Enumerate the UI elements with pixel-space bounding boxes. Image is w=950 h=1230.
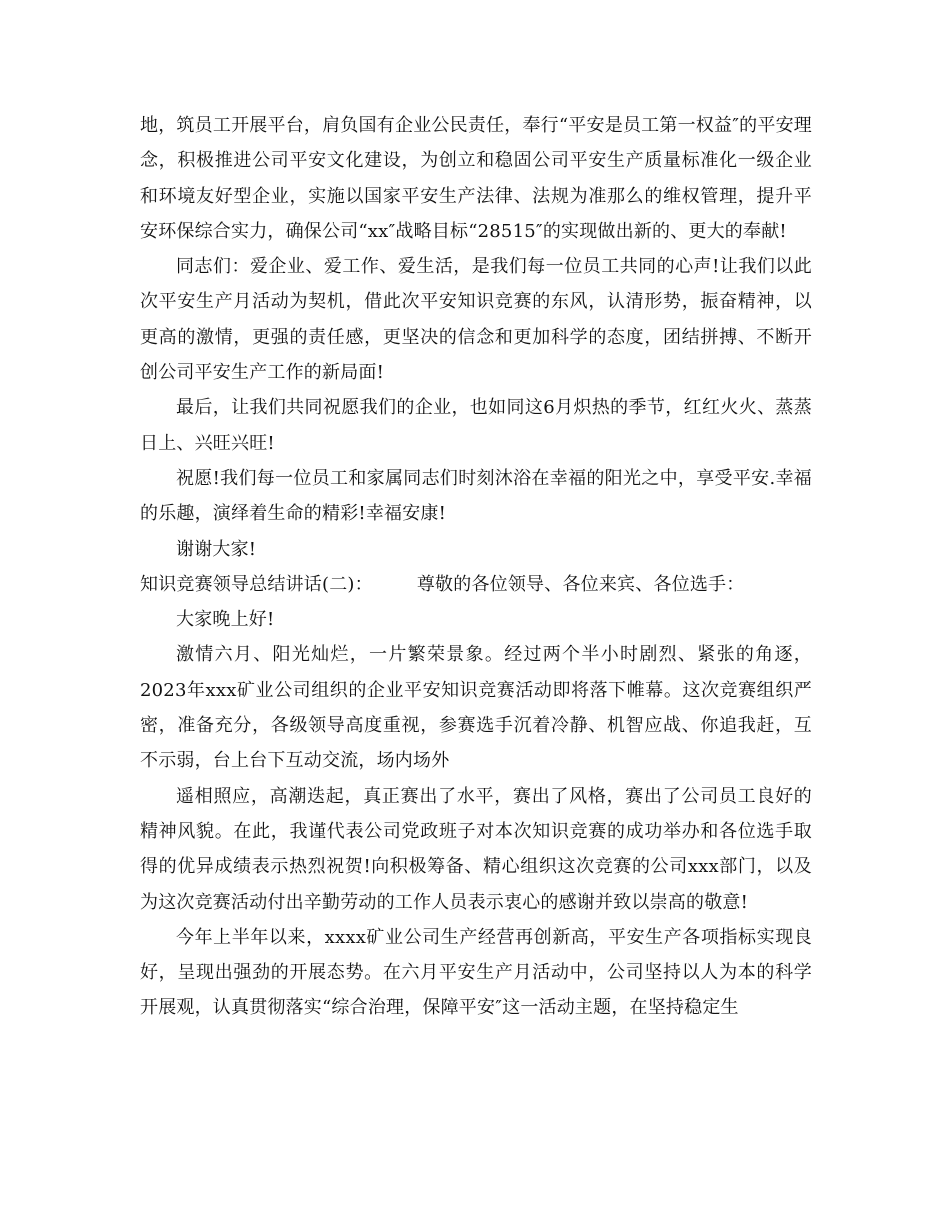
paragraph-1: 地，筑员工开展平台，肩负国有企业公民责任，奉行“平安是员工第一权益″的平安理念，积极推进公司平安文化建设，为创立和稳固公司平安生产质量标准化一级企业和环境友好型企业，实施以国家平安生产法律、法规为准那么的维权管理，提升平安环保综合实力，确保公司“xx″战略目标“28515″的实现做出新的、更大的奉献! xyxy=(140,115,812,242)
section-title: 知识竞赛领导总结讲话(二)： xyxy=(140,573,373,595)
paragraph-7: 激情六月、阳光灿烂，一片繁荣景象。经过两个半小时剧烈、紧张的角逐，2023年xxx矿业公司组织的企业平安知识竞赛活动即将落下帷幕。这次竞赛组织严密，准备充分，各级领导高度重视，参赛选手沉着冷静、机智应战、你追我赶，互不示弱，台上台下互动交流，场内场外 xyxy=(140,644,812,772)
paragraph-5: 谢谢大家! xyxy=(176,538,257,560)
paragraph-4: 祝愿!我们每一位员工和家属同志们时刻沐浴在幸福的阳光之中，享受平安.幸福的乐趣，演绎着生命的精彩!幸福安康! xyxy=(140,467,812,525)
document-page xyxy=(140,108,812,1026)
paragraph-3: 最后，让我们共同祝愿我们的企业，也如同这6月炽热的季节，红红火火、蒸蒸日上、兴旺兴旺! xyxy=(140,397,812,454)
section-greeting: 尊敬的各位领导、各位来宾、各位选手： xyxy=(416,573,745,595)
paragraph-8: 遥相照应，高潮迭起，真正赛出了水平，赛出了风格，赛出了公司员工良好的精神风貌。在此，我谨代表公司党政班子对本次知识竞赛的成功举办和各位选手取得的优异成绩表示热烈祝贺!向积极筹备、精心组织这次竞赛的公司xxx部门，以及为这次竞赛活动付出辛勤劳动的工作人员表示衷心的感谢并致以崇高的敬意! xyxy=(140,785,812,913)
paragraph-9: 今年上半年以来，xxxx矿业公司生产经营再创新高，平安生产各项指标实现良好，呈现出强劲的开展态势。在六月平安生产月活动中，公司坚持以人为本的科学开展观，认真贯彻落实“综合治理，保障平安″这一活动主题，在坚持稳定生 xyxy=(140,926,812,1019)
section-heading xyxy=(140,567,812,602)
paragraph-6: 大家晚上好! xyxy=(176,609,275,631)
paragraph-2: 同志们：爱企业、爱工作、爱生活，是我们每一位员工共同的心声!让我们以此次平安生产月活动为契机，借此次平安知识竞赛的东风，认清形势，振奋精神，以更高的激情，更强的责任感，更坚决的信念和更加科学的态度，团结拼搏、不断开创公司平安生产工作的新局面! xyxy=(140,256,812,384)
